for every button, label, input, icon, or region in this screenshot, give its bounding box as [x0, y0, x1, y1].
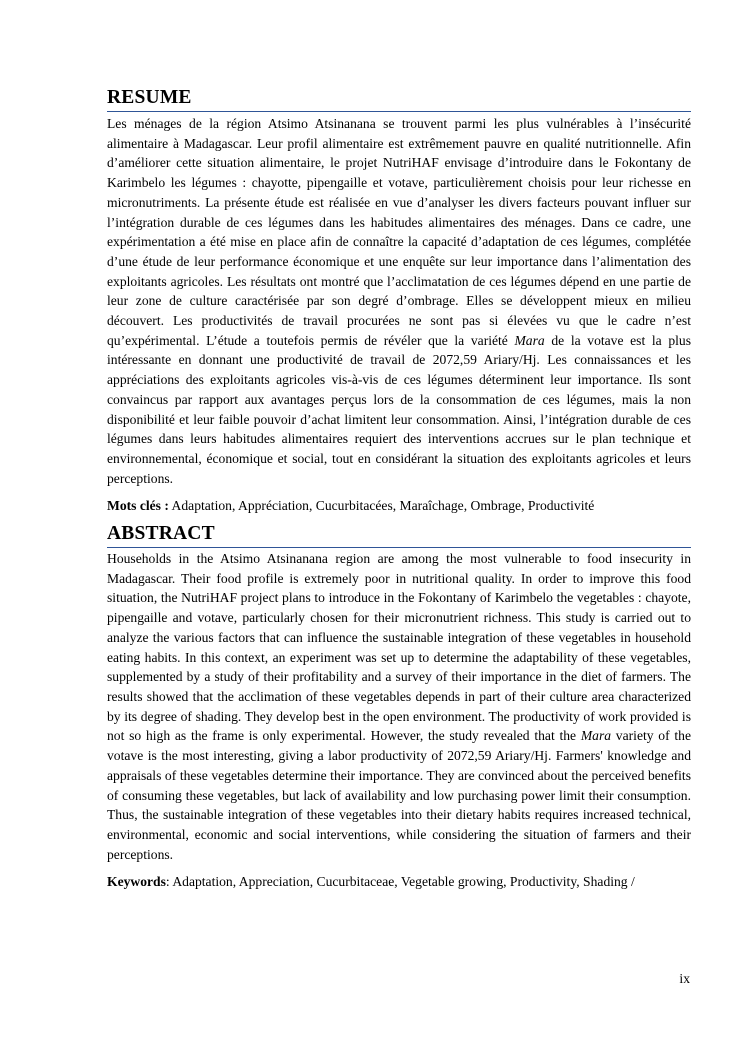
- resume-text-2: de la votave est la plus intéressante en donnant une productivité de travail de 2072,59 Ariary/Hj. Les connaissances et les appréciations des exploitants agricoles vis-à-vis de ces légumes déterminent leur importance. Ils sont convaincus par rapport aux avantages perçus lors de la consommation de ces légumes, mais la non disponibilité et leur faible pouvoir d’achat limitent leur consommation. Ainsi, l’intégration durable de ces légumes dans leurs habitudes alimentaires requiert des interventions accrues sur le plan technique et environnemental, économique et social, tout en considérant la situation des exploitants agricoles et leurs perceptions.: [107, 332, 691, 486]
- resume-keywords-label: Mots clés :: [107, 498, 169, 514]
- abstract-text-2: variety of the votave is the most interesting, giving a labor productivity of 2072,59 Ariary/Hj. Farmers' knowledge and appraisals of these vegetables determine their importance. They are convinced about the perceived benefits of consuming these vegetables, but lack of availability and low purchasing power limit their consumption. Thus, the sustainable integration of these vegetables into their dietary habits requires increased technical, environmental, economic and social interventions, while considering the situation of farmers and their perceptions.: [107, 728, 691, 862]
- page-number: ix: [679, 971, 690, 986]
- document-page: [107, 86, 691, 892]
- resume-heading: RESUME: [107, 86, 691, 112]
- abstract-keywords: [107, 872, 691, 892]
- resume-paragraph: [107, 114, 691, 488]
- resume-text-1: Les ménages de la région Atsimo Atsinanana se trouvent parmi les plus vulnérables à l’insécurité alimentaire à Madagascar. Leur profil alimentaire est extrêmement pauvre en qualité nutritionnelle. Afin d’améliorer cette situation alimentaire, le projet NutriHAF envisage d’introduire dans le Fokontany de Karimbelo les légumes : chayotte, pipengaille et votave, particulièrement choisis pour leur richesse en micronutriments. La présente étude est réalisée en vue d’analyser les divers facteurs pouvant influer sur l’intégration durable de ces légumes dans les habitudes alimentaires des ménages. Dans ce cadre, une expérimentation a été mise en place afin de connaître la capacité d’adaptation de ces légumes, complétée d’une étude de leur performance économique et une enquête sur leur importance dans l’alimentation des exploitants agricoles. Les résultats ont montré que l’acclimatation de ces légumes dépend en une partie de leur zone de culture caractérisée par son degré d’ombrage. Elles se développent mieux en milieu découvert. Les productivités de travail procurées ne sont pas si élevées vu que le cadre n’est qu’expérimental. L’étude a toutefois permis de révéler que la variété: [107, 116, 691, 348]
- abstract-keywords-label: Keywords: [107, 874, 166, 890]
- abstract-italic-variety: Mara: [580, 728, 612, 744]
- abstract-heading: ABSTRACT: [107, 522, 691, 548]
- abstract-keywords-list: : Adaptation, Appreciation, Cucurbitaceae, Vegetable growing, Productivity, Shading /: [165, 874, 635, 890]
- resume-keywords-list: Adaptation, Appréciation, Cucurbitacées, Maraîchage, Ombrage, Productivité: [168, 498, 595, 514]
- abstract-paragraph: [107, 549, 691, 864]
- abstract-text-1: Households in the Atsimo Atsinanana region are among the most vulnerable to food insecurity in Madagascar. Their food profile is extremely poor in nutritional quality. In order to improve this food situation, the NutriHAF project plans to introduce in the Fokontany of Karimbelo the vegetables : chayote, pipengaille and votave, particularly chosen for their micronutrient richness. This study is carried out to analyze the various factors that can influence the sustainable integration of these vegetables in household eating habits. In this context, an experiment was set up to determine the adaptability of these vegetables, supplemented by a study of their profitability and a survey of their importance in the diet of farmers. The results showed that the acclimation of these vegetables depends in part of their culture area characterized by its degree of shading. They develop best in the open environment. The productivity of work provided is not so high as the frame is only experimental. However, the study revealed that the: [107, 551, 691, 744]
- resume-keywords: [107, 496, 691, 516]
- resume-italic-variety: Mara: [514, 332, 545, 348]
